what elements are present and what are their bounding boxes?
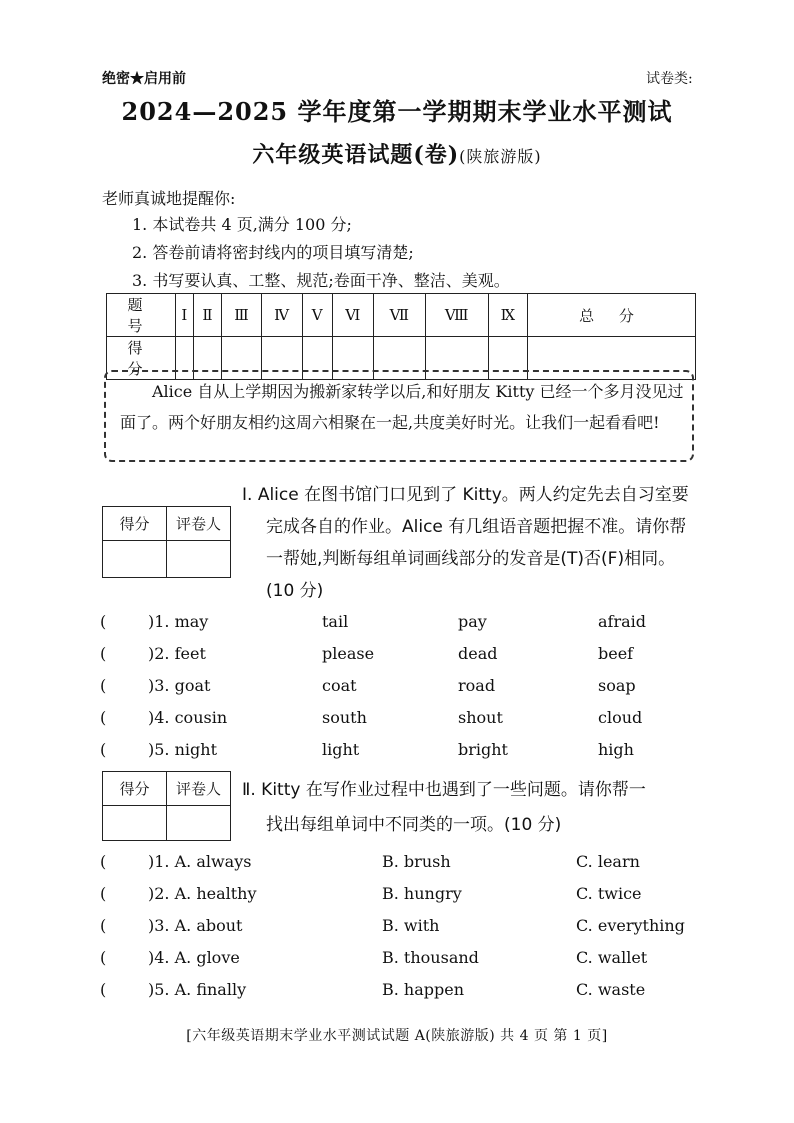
score-table xyxy=(106,293,696,380)
score-row-label: 得 分 xyxy=(107,337,176,380)
option-word: beef xyxy=(598,644,634,663)
notice-heading: 老师真诚地提醒你: xyxy=(102,189,236,208)
phonics-row xyxy=(100,644,700,672)
notice-item: 3. 书写要认真、工整、规范;卷面干净、整洁、美观。 xyxy=(132,271,510,290)
phonics-row xyxy=(100,676,700,704)
score-col: Ⅰ xyxy=(176,294,194,337)
option-a: )3. A. about xyxy=(148,916,243,935)
score-col-total: 总 分 xyxy=(528,294,696,337)
grader-reviewer-label: 评卷人 xyxy=(167,507,231,541)
grader-reviewer-cell[interactable] xyxy=(167,541,231,578)
section1-line: 完成各自的作业。Alice 有几组语音题把握不准。请你帮 xyxy=(266,517,687,537)
score-col: Ⅸ xyxy=(488,294,528,337)
option-word: shout xyxy=(458,708,503,727)
classify-row xyxy=(100,916,700,944)
page-footer: [六年级英语期末学业水平测试试题 A(陕旅游版) 共 4 页 第 1 页] xyxy=(186,1028,608,1044)
option-word: high xyxy=(598,740,634,759)
phonics-row xyxy=(100,740,700,768)
score-col: Ⅷ xyxy=(425,294,488,337)
option-word: bright xyxy=(458,740,508,759)
option-b: B. brush xyxy=(382,852,451,871)
option-word: dead xyxy=(458,644,498,663)
option-word: light xyxy=(322,740,360,759)
notice-item: 2. 答卷前请将密封线内的项目填写清楚; xyxy=(132,243,414,262)
notice-item: 1. 本试卷共 4 页,满分 100 分; xyxy=(132,215,352,234)
page-title: 2024—2025 学年度第一学期期末学业水平测试 xyxy=(121,97,673,126)
story-box: Alice 自从上学期因为搬新家转学以后,和好朋友 Kitty 已经一个多月没见过面了。两个好朋友相约这周六相聚在一起,共度美好时光。让我们一起看看吧! xyxy=(104,370,694,462)
grader-reviewer-cell[interactable] xyxy=(167,806,231,841)
option-word: please xyxy=(322,644,375,663)
phonics-row xyxy=(100,612,700,640)
answer-paren[interactable]: ( xyxy=(100,612,107,631)
score-col: Ⅵ xyxy=(332,294,373,337)
answer-paren[interactable]: ( xyxy=(100,708,107,727)
option-a: )4. A. glove xyxy=(148,948,240,967)
question-word: )5. night xyxy=(148,740,217,759)
section2-line: 找出每组单词中不同类的一项。(10 分) xyxy=(266,815,562,835)
question-word: )3. goat xyxy=(148,676,211,695)
answer-paren[interactable]: ( xyxy=(100,884,107,903)
score-row-label: 题 号 xyxy=(107,294,176,337)
grader-table xyxy=(102,771,231,841)
answer-paren[interactable]: ( xyxy=(100,852,107,871)
option-b: B. thousand xyxy=(382,948,479,967)
question-word: )2. feet xyxy=(148,644,206,663)
option-a: )1. A. always xyxy=(148,852,252,871)
section1-line: 一帮她,判断每组单词画线部分的发音是(T)否(F)相同。 xyxy=(266,549,676,569)
edition-text: (陕旅游版) xyxy=(459,147,542,166)
score-col: Ⅳ xyxy=(261,294,302,337)
answer-paren[interactable]: ( xyxy=(100,676,107,695)
option-b: B. happen xyxy=(382,980,465,999)
phonics-row xyxy=(100,708,700,736)
option-word: south xyxy=(322,708,367,727)
option-a: )2. A. healthy xyxy=(148,884,257,903)
score-col: Ⅴ xyxy=(302,294,332,337)
answer-paren[interactable]: ( xyxy=(100,980,107,999)
option-word: afraid xyxy=(598,612,647,631)
grader-table xyxy=(102,506,231,578)
page-subtitle xyxy=(0,138,794,169)
classify-row xyxy=(100,884,700,912)
classify-row xyxy=(100,852,700,880)
grader-score-label: 得分 xyxy=(103,772,167,806)
option-c: C. wallet xyxy=(576,948,648,967)
option-c: C. learn xyxy=(576,852,640,871)
option-b: B. hungry xyxy=(382,884,462,903)
grader-score-cell[interactable] xyxy=(103,541,167,578)
option-word: road xyxy=(458,676,496,695)
classify-row xyxy=(100,980,700,1008)
secret-mark: 绝密★启用前 xyxy=(102,71,186,87)
option-word: coat xyxy=(322,676,357,695)
section1-line: (10 分) xyxy=(266,581,324,601)
answer-paren[interactable]: ( xyxy=(100,740,107,759)
grader-score-cell[interactable] xyxy=(103,806,167,841)
option-c: C. waste xyxy=(576,980,646,999)
option-word: pay xyxy=(458,612,487,631)
option-word: cloud xyxy=(598,708,643,727)
subtitle-text: 六年级英语试题(卷) xyxy=(252,142,460,168)
question-word: )1. may xyxy=(148,612,209,631)
question-word: )4. cousin xyxy=(148,708,228,727)
option-c: C. everything xyxy=(576,916,685,935)
answer-paren[interactable]: ( xyxy=(100,916,107,935)
score-header-row xyxy=(107,294,696,337)
section2-line: Ⅱ. Kitty 在写作业过程中也遇到了一些问题。请你帮一 xyxy=(242,780,646,800)
score-col: Ⅱ xyxy=(193,294,222,337)
option-word: soap xyxy=(598,676,636,695)
option-c: C. twice xyxy=(576,884,642,903)
option-b: B. with xyxy=(382,916,440,935)
paper-type: 试卷类: xyxy=(646,71,693,87)
option-word: tail xyxy=(322,612,349,631)
answer-paren[interactable]: ( xyxy=(100,644,107,663)
classify-row xyxy=(100,948,700,976)
section1-line: Ⅰ. Alice 在图书馆门口见到了 Kitty。两人约定先去自习室要 xyxy=(242,485,689,505)
score-col: Ⅲ xyxy=(222,294,261,337)
answer-paren[interactable]: ( xyxy=(100,948,107,967)
option-a: )5. A. finally xyxy=(148,980,247,999)
grader-score-label: 得分 xyxy=(103,507,167,541)
score-col: Ⅶ xyxy=(373,294,425,337)
grader-reviewer-label: 评卷人 xyxy=(167,772,231,806)
